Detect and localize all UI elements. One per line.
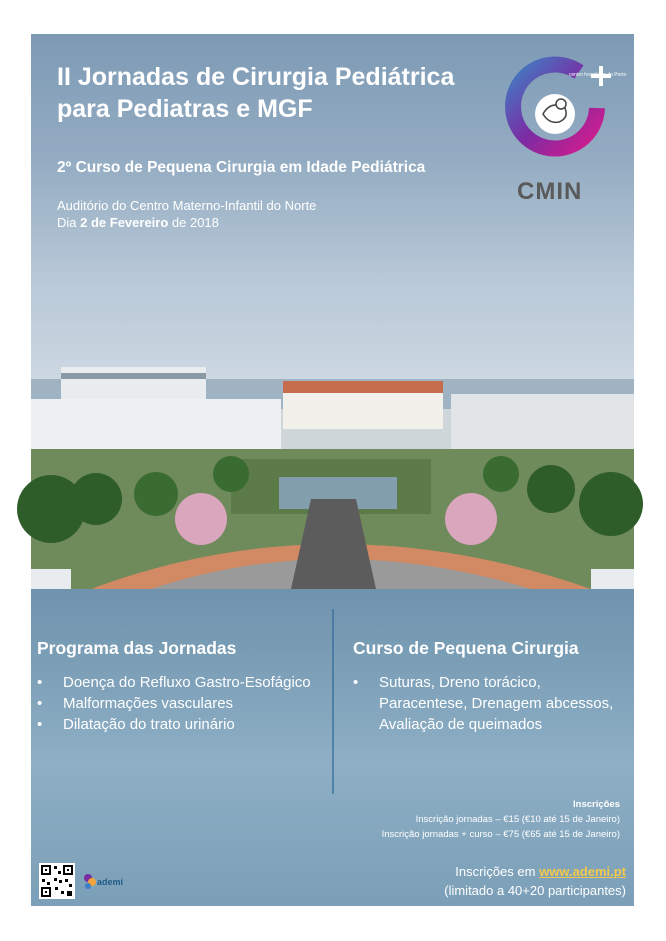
page-title — [57, 61, 497, 125]
participant-limit: (limitado a 40+20 participantes) — [444, 883, 626, 898]
qr-code-icon — [39, 863, 75, 899]
fee-line-2: Inscrição jornadas + curso – €75 (€65 até 15 de Janeiro) — [381, 829, 620, 840]
title-line-2: para Pediatras e MGF — [57, 95, 313, 123]
ademi-logo-icon — [83, 872, 97, 890]
program-title: Programa das Jornadas — [37, 638, 237, 658]
ademi-logo — [83, 872, 143, 894]
course-subtitle: 2º Curso de Pequena Cirurgia em Idade Pediátrica — [57, 159, 426, 176]
registration-line — [444, 862, 626, 881]
registration-block — [444, 862, 626, 900]
hospital-rendering — [31, 379, 634, 589]
venue-name: Auditório do Centro Materno-Infantil do Norte — [57, 198, 317, 213]
registration-prefix: Inscrições em — [455, 864, 540, 879]
column-divider — [332, 609, 334, 794]
cmin-logo — [509, 58, 627, 205]
ademi-wordmark: ademi — [97, 877, 124, 887]
event-date — [57, 214, 316, 231]
logo-wordmark: CMIN — [517, 178, 583, 205]
list-item: • Dilatação do trato urinário — [37, 714, 327, 735]
poster — [31, 34, 634, 906]
list-item: • Malformações vasculares — [37, 693, 327, 714]
list-item: • Doença do Refluxo Gastro-Esofágico — [37, 672, 327, 693]
qr-code[interactable] — [39, 863, 75, 899]
title-line-1: II Jornadas de Cirurgia Pediátrica — [57, 63, 455, 91]
info-panel — [31, 589, 634, 906]
fees-block — [382, 797, 620, 842]
venue-block — [57, 197, 316, 231]
date-bold: 2 de Fevereiro — [80, 215, 169, 230]
logo-small-text: centro hospitalar do Porto — [569, 72, 627, 78]
fee-line-1: Inscrição jornadas – €15 (€10 até 15 de Janeiro) — [415, 814, 620, 825]
registration-link[interactable]: www.ademi.pt — [539, 864, 626, 879]
date-prefix: Dia — [57, 215, 81, 230]
fees-heading: Inscrições — [573, 799, 620, 810]
list-item: • Suturas, Dreno torácico, Paracentese, Drenagem abcessos, Avaliação de queimados — [353, 672, 629, 735]
cmin-logo-mark — [509, 58, 627, 173]
date-suffix: de 2018 — [168, 215, 219, 230]
course-list — [353, 672, 629, 735]
course-title: Curso de Pequena Cirurgia — [353, 638, 579, 658]
program-list — [37, 672, 327, 735]
